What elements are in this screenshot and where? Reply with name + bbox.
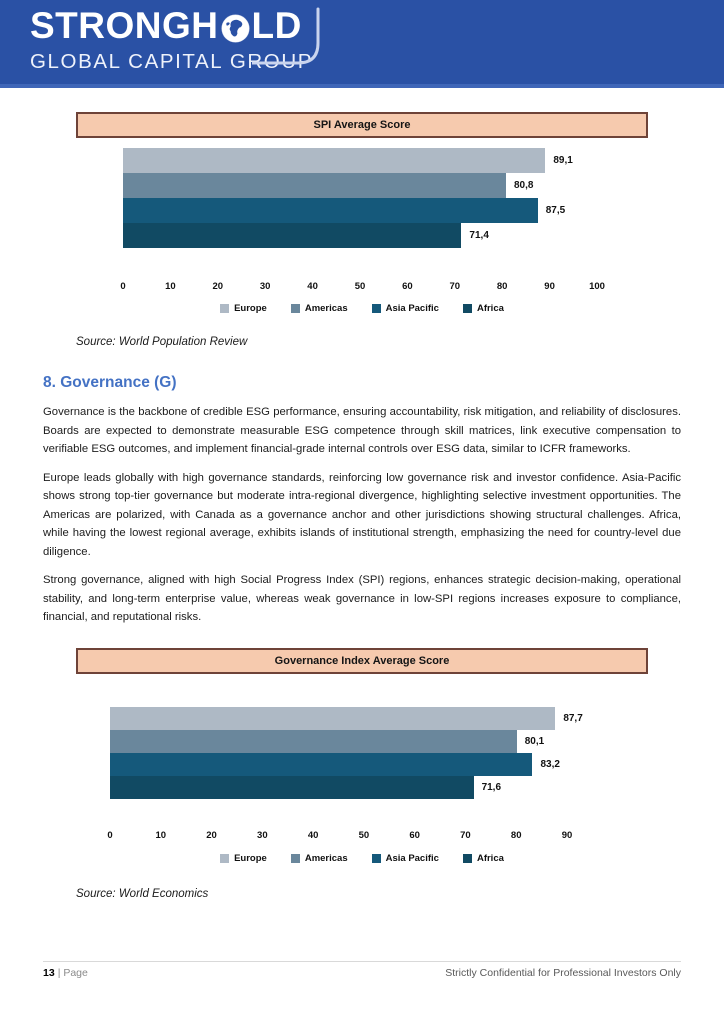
legend-swatch-icon [220, 854, 229, 863]
section-body [43, 403, 681, 637]
legend-label: Asia Pacific [385, 303, 439, 314]
bar-value-label: 87,5 [545, 205, 566, 216]
legend-item-europe [220, 303, 267, 314]
legend-item-americas [291, 303, 348, 314]
bar-row-africa [110, 776, 567, 799]
x-tick-label: 20 [212, 281, 224, 292]
bar-europe [110, 707, 555, 730]
bar-plot-area [123, 148, 597, 248]
legend-item-asia-pacific [372, 853, 439, 864]
page-number-block [43, 967, 88, 979]
brand-name-suffix: LD [251, 5, 302, 46]
paragraph: Strong governance, aligned with high Social Progress Index (SPI) regions, enhances strategic decision-making, operational stability, and long-term enterprise value, whereas weak governance in low-SPI regions increases exposure to compliance, financial, and reputational risks. [43, 574, 681, 623]
bar-africa [123, 223, 461, 248]
bar-row-asia-pacific [110, 753, 567, 776]
chart-title: Governance Index Average Score [274, 655, 450, 667]
bar-value-label: 80,8 [513, 180, 534, 191]
bar-value-label: 71,6 [481, 782, 502, 793]
legend-item-americas [291, 853, 348, 864]
legend-swatch-icon [463, 854, 472, 863]
legend-swatch-icon [372, 854, 381, 863]
legend-label: Europe [234, 303, 267, 314]
x-tick-label: 30 [257, 830, 268, 841]
confidentiality-notice: Strictly Confidential for Professional Investors Only [445, 967, 681, 979]
x-axis [120, 281, 605, 293]
legend-label: Europe [234, 853, 267, 864]
x-tick-label: 90 [561, 830, 573, 841]
chart-source-note: Source: World Population Review [76, 336, 248, 348]
x-tick-label: 10 [155, 830, 167, 841]
x-tick-label: 0 [107, 830, 113, 841]
x-tick-label: 80 [496, 281, 508, 292]
x-tick-label: 50 [354, 281, 366, 292]
chart-title-banner [76, 648, 648, 674]
x-tick-label: 0 [120, 281, 126, 292]
legend-label: Africa [476, 303, 504, 314]
chart-title: SPI Average Score [313, 119, 411, 131]
page-number-label: | Page [57, 967, 88, 979]
legend-swatch-icon [291, 854, 300, 863]
header-bottom-edge [0, 84, 724, 88]
bar-asia-pacific [110, 753, 532, 776]
bar-value-label: 89,1 [553, 155, 573, 166]
bar-plot-area [110, 707, 583, 799]
page-footer [43, 961, 681, 979]
bar-row-europe [110, 707, 583, 730]
legend-swatch-icon [463, 304, 472, 313]
page-number: 13 [43, 967, 55, 979]
x-tick-label: 10 [165, 281, 176, 292]
bar-asia-pacific [123, 198, 538, 223]
x-tick-label: 40 [307, 830, 319, 841]
governance-index-chart [76, 648, 648, 864]
x-tick-label: 60 [402, 281, 413, 292]
legend-item-africa [463, 303, 504, 314]
bar-row-americas [110, 730, 567, 753]
legend-label: Africa [476, 853, 504, 864]
x-tick-label: 70 [460, 830, 471, 841]
logo-swoosh-line [252, 6, 326, 70]
x-tick-label: 50 [358, 830, 370, 841]
bar-row-africa [123, 223, 597, 248]
bar-row-americas [123, 173, 597, 198]
bar-value-label: 71,4 [469, 230, 489, 241]
legend-label: Asia Pacific [385, 853, 439, 864]
bar-row-asia-pacific [123, 198, 597, 223]
bar-europe [123, 148, 545, 173]
chart-source-note: Source: World Economics [76, 888, 209, 900]
x-tick-label: 100 [589, 281, 605, 292]
legend-swatch-icon [372, 304, 381, 313]
legend-item-africa [463, 853, 504, 864]
bar-value-label: 80,1 [524, 736, 545, 747]
x-tick-label: 60 [409, 830, 420, 841]
bar-americas [110, 730, 517, 753]
globe-icon [220, 13, 251, 44]
section-heading: 8. Governance (G) [43, 374, 177, 391]
legend-swatch-icon [220, 304, 229, 313]
chart-title-banner [76, 112, 648, 138]
legend-item-europe [220, 853, 267, 864]
bar-americas [123, 173, 506, 198]
paragraph: Governance is the backbone of credible ESG performance, ensuring accountability, risk mitigation, and reliability of disclosures. Boards are expected to demonstrate measurable ESG competence through skill matrices, link executive compensation to verifiable ESG outcomes, and implement financial-grade internal controls over ESG data, similar to ICFR frameworks. [43, 406, 681, 455]
bar-africa [110, 776, 474, 799]
legend-item-asia-pacific [372, 303, 439, 314]
paragraph: Europe leads globally with high governance standards, reinforcing low governance risk and investor confidence. Asia-Pacific shows strong top-tier governance but moderate intra-regional divergence, highlighting selective investment opportunities. The Americas are polarized, with Canada as a governance anchor and other jurisdictions showing structural challenges. Africa, while having the lowest regional average, exhibits islands of institutional strength, emphasizing the need for country-level due diligence. [43, 471, 681, 558]
brand-header [0, 0, 724, 88]
brand-subtitle: GLOBAL CAPITAL GROUP [30, 49, 314, 73]
bar-value-label: 83,2 [540, 759, 560, 770]
chart-legend [76, 853, 648, 864]
bar-value-label: 87,7 [563, 713, 583, 724]
spi-average-score-chart [76, 112, 648, 314]
x-tick-label: 90 [544, 281, 555, 292]
x-tick-label: 80 [510, 830, 522, 841]
x-tick-label: 70 [449, 281, 461, 292]
x-tick-label: 40 [307, 281, 318, 292]
x-tick-label: 20 [206, 830, 217, 841]
legend-label: Americas [304, 853, 348, 864]
chart-legend [76, 303, 648, 314]
bar-row-europe [123, 148, 597, 173]
x-tick-label: 30 [259, 281, 271, 292]
legend-swatch-icon [291, 304, 300, 313]
brand-name-prefix: STRONGH [30, 5, 219, 46]
x-axis [107, 830, 573, 842]
legend-label: Americas [304, 303, 348, 314]
